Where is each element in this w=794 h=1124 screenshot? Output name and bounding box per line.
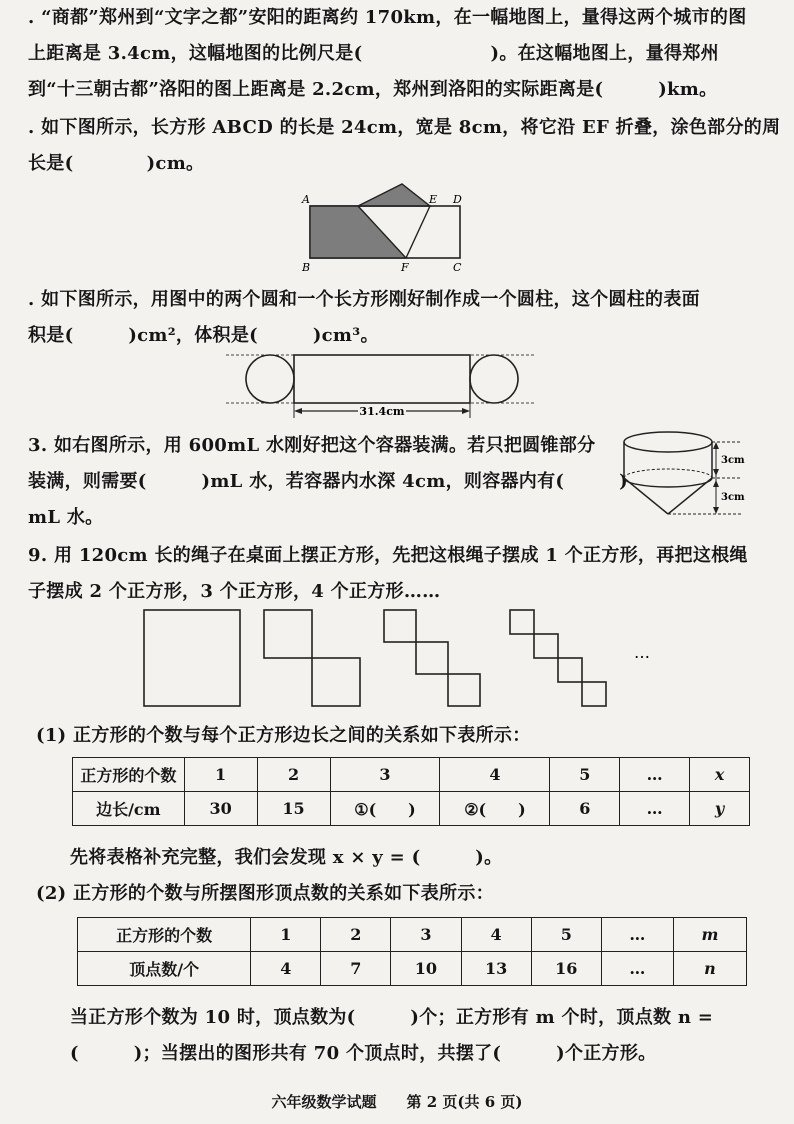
- square-patterns-figure: [140, 606, 680, 710]
- container-figure: [620, 428, 770, 520]
- table-cell: 4: [440, 758, 550, 792]
- q9-answer-line-1: 当正方形个数为 10 时，顶点数为( )个；正方形有 m 个时，顶点数 n =: [70, 1007, 714, 1028]
- table-cell: 30: [184, 792, 257, 826]
- table-cell: …: [620, 792, 690, 826]
- table-cell: x: [690, 758, 750, 792]
- table-cell: m: [673, 918, 746, 952]
- label-d: D: [453, 193, 462, 206]
- table-row: [78, 918, 747, 952]
- table-cell: 2: [321, 918, 391, 952]
- page-footer: 六年级数学试题 第 2 页(共 6 页): [271, 1093, 523, 1111]
- q6-line-2: 长是( )cm。: [28, 153, 205, 174]
- table-cell: 6: [550, 792, 620, 826]
- table-cell: 5: [550, 758, 620, 792]
- side-length-table: [72, 757, 750, 826]
- pattern-1-square: [144, 610, 240, 706]
- table-cell: 4: [251, 952, 321, 986]
- table-cell: …: [601, 952, 673, 986]
- table-cell: y: [690, 792, 750, 826]
- dimension-label: 31.4cm: [359, 405, 405, 418]
- ellipsis-label: …: [634, 643, 650, 662]
- folded-rectangle-figure: [296, 182, 476, 274]
- header-cell: 正方形的个数: [73, 758, 185, 792]
- table-cell: 13: [461, 952, 531, 986]
- q9-part-1-tail: 先将表格补充完整，我们会发现 x × y = ( )。: [70, 847, 503, 868]
- q5-line-2: 上距离是 3.4cm，这幅地图的比例尺是( )。在这幅地图上，量得郑州: [28, 43, 719, 64]
- table-cell: 2: [257, 758, 330, 792]
- pattern-3-squares: [384, 610, 480, 706]
- table-cell: …: [620, 758, 690, 792]
- label-f: F: [401, 261, 409, 274]
- q5-line-1: . “商都”郑州到“文字之都”安阳的距离约 170km，在一幅地图上，量得这两个城市的图: [28, 7, 747, 28]
- table-cell: 3: [330, 758, 440, 792]
- table-row: [78, 952, 747, 986]
- table-cell: 1: [251, 918, 321, 952]
- table-cell: 4: [461, 918, 531, 952]
- table-row: [73, 792, 750, 826]
- pattern-2-squares: [264, 610, 360, 706]
- q9-part-1: (1) 正方形的个数与每个正方形边长之间的关系如下表所示：: [36, 725, 531, 746]
- table-cell: 5: [531, 918, 601, 952]
- row-label-cell: 边长/cm: [73, 792, 185, 826]
- table-row: [73, 758, 750, 792]
- table-cell: …: [601, 918, 673, 952]
- label-b: B: [302, 261, 311, 274]
- vertex-table: [77, 917, 747, 986]
- table-cell: n: [673, 952, 746, 986]
- table-cell: 3: [391, 918, 461, 952]
- blank-answer-1: ①( ): [330, 792, 440, 826]
- row-label-cell: 顶点数/个: [78, 952, 251, 986]
- q7-line-2: 积是( )cm²，体积是( )cm³。: [28, 325, 379, 346]
- q9-line-2: 子摆成 2 个正方形，3 个正方形，4 个正方形……: [28, 581, 441, 602]
- blank-answer-2: ②( ): [440, 792, 550, 826]
- pattern-4-squares: [510, 610, 606, 706]
- label-e: E: [429, 193, 438, 206]
- q9-line-1: 9. 用 120cm 长的绳子在桌面上摆正方形，先把这根绳子摆成 1 个正方形，再把这根绳: [28, 545, 748, 566]
- table-cell: 16: [531, 952, 601, 986]
- q9-part-2: (2) 正方形的个数与所摆图形顶点数的关系如下表所示：: [36, 883, 494, 904]
- q7-line-1: . 如下图所示，用图中的两个圆和一个长方形刚好制作成一个圆柱，这个圆柱的表面: [28, 289, 700, 310]
- label-c: C: [453, 261, 462, 274]
- q8-line-1: 3. 如右图所示，用 600mL 水刚好把这个容器装满。若只把圆锥部分: [28, 435, 596, 456]
- header-cell: 正方形的个数: [78, 918, 251, 952]
- table-cell: 15: [257, 792, 330, 826]
- dim-bottom-label: 3cm: [721, 492, 745, 503]
- label-a: A: [302, 193, 310, 206]
- table-cell: 7: [321, 952, 391, 986]
- q5-line-3: 到“十三朝古都”洛阳的图上距离是 2.2cm，郑州到洛阳的实际距离是( )km。: [28, 79, 718, 100]
- q6-line-1: . 如下图所示，长方形 ABCD 的长是 24cm，宽是 8cm，将它沿 EF 折叠，涂色部分的周: [28, 117, 781, 138]
- table-cell: 1: [184, 758, 257, 792]
- cylinder-net-figure: [226, 352, 536, 428]
- table-cell: 10: [391, 952, 461, 986]
- q8-line-3: mL 水。: [28, 507, 104, 528]
- dim-top-label: 3cm: [721, 455, 745, 466]
- q8-line-2: 装满，则需要( )mL 水，若容器内水深 4cm，则容器内有( ): [28, 471, 628, 492]
- q9-answer-line-2: ( )；当摆出的图形共有 70 个顶点时，共摆了( )个正方形。: [70, 1043, 657, 1064]
